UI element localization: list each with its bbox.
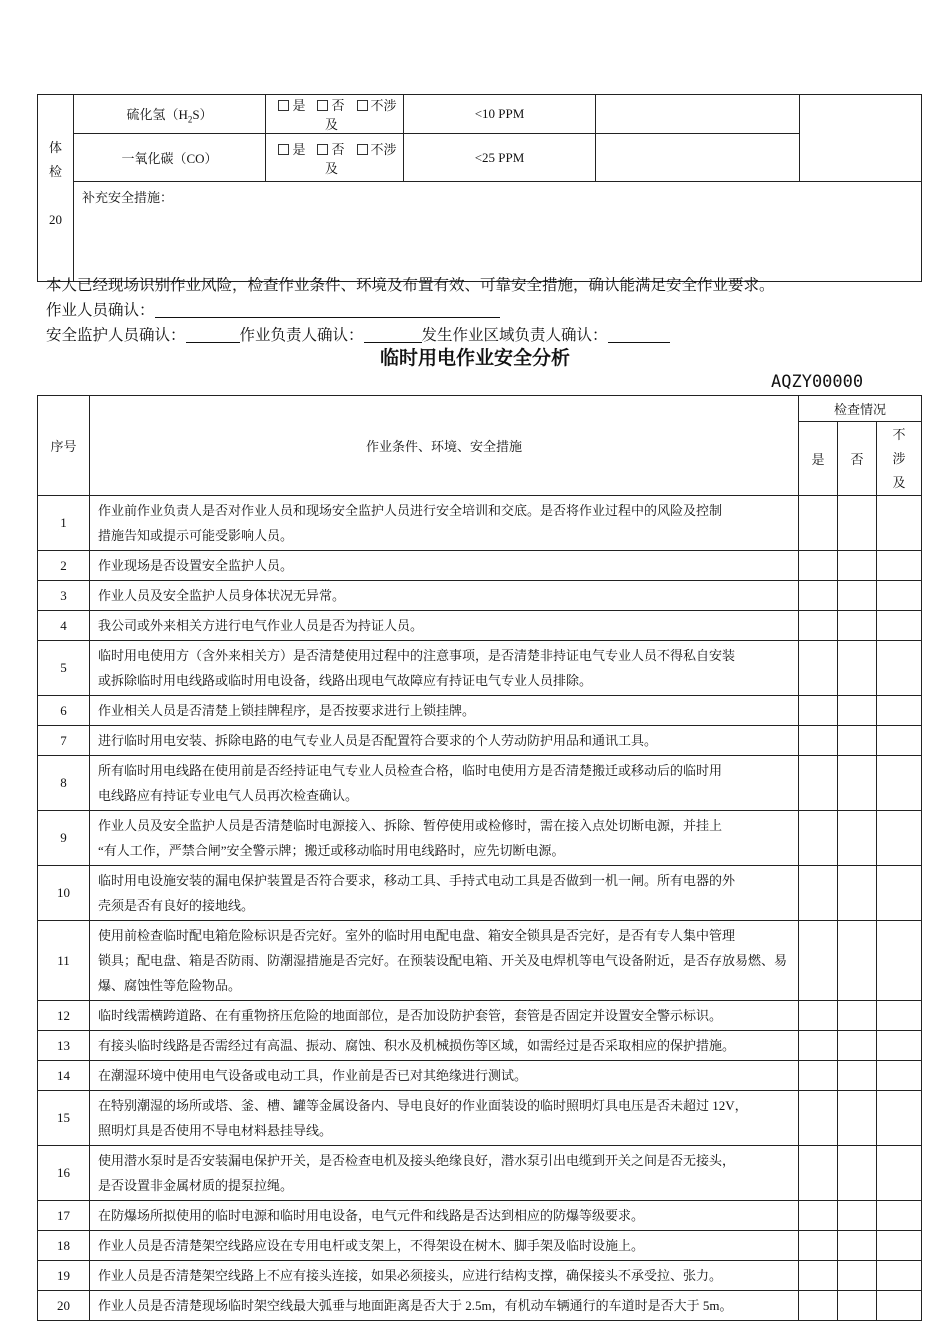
item-text xyxy=(90,641,799,696)
check-yes-cell[interactable] xyxy=(799,1291,838,1321)
item-number: 13 xyxy=(38,1031,90,1061)
gas-standard-co: <25 PPM xyxy=(404,134,596,182)
side-number: 20 xyxy=(49,212,62,227)
item-text xyxy=(90,1031,799,1061)
item-text-line: 进行临时用电安装、拆除电路的电气专业人员是否配置符合要求的个人劳动防护用品和通讯工具。 xyxy=(98,733,658,748)
item-text-line: 临时用电使用方（含外来相关方）是否清楚使用过程中的注意事项，是否清楚非持证电气专业人员不得私自安装 xyxy=(98,648,736,663)
table-row xyxy=(38,496,922,551)
check-na-cell[interactable] xyxy=(877,551,922,581)
check-no-cell[interactable] xyxy=(838,1146,877,1201)
checkbox-icon xyxy=(317,100,328,111)
item-text xyxy=(90,726,799,756)
gas-value-cell[interactable] xyxy=(596,134,800,182)
check-no-cell[interactable] xyxy=(838,1291,877,1321)
supplement-measures-cell[interactable] xyxy=(74,182,922,282)
check-na-cell[interactable] xyxy=(877,866,922,921)
check-no-cell[interactable] xyxy=(838,811,877,866)
area-confirm-label: 发生作业区域负责人确认： xyxy=(421,327,608,344)
item-number: 17 xyxy=(38,1201,90,1231)
check-yes-cell[interactable] xyxy=(799,581,838,611)
header-na: 不 涉 及 xyxy=(877,422,922,496)
item-number: 7 xyxy=(38,726,90,756)
item-text-line: 作业人员是否清楚架空线路上不应有接头连接，如果必须接头，应进行结构支撑，确保接头不承受拉、张力。 xyxy=(98,1268,723,1283)
item-number: 2 xyxy=(38,551,90,581)
item-number: 18 xyxy=(38,1231,90,1261)
item-text-line: 锁具；配电盘、箱是否防雨、防潮湿措施是否完好。在预装设配电箱、开关及电焊机等电气设备附近，是否存放易燃、易 xyxy=(98,953,788,968)
item-number: 20 xyxy=(38,1291,90,1321)
check-na-cell[interactable] xyxy=(877,1001,922,1031)
item-number: 8 xyxy=(38,756,90,811)
check-no-cell[interactable] xyxy=(838,1201,877,1231)
item-text xyxy=(90,1061,799,1091)
gas-check-table xyxy=(37,94,922,282)
item-text-line: 作业人员及安全监护人员是否清楚临时电源接入、拆除、暂停使用或检修时，需在接入点处切断电源，并挂上 xyxy=(98,818,723,833)
check-no-cell[interactable] xyxy=(838,496,877,551)
item-text xyxy=(90,866,799,921)
table-row xyxy=(38,921,922,1001)
checklist-table xyxy=(37,395,922,1321)
item-text xyxy=(90,1146,799,1201)
worker-confirm-label: 作业人员确认： xyxy=(46,302,155,319)
table-row xyxy=(38,866,922,921)
option-na[interactable]: 不涉及 xyxy=(324,98,397,132)
check-na-cell[interactable] xyxy=(877,1231,922,1261)
supervisor-signature-blank[interactable] xyxy=(186,326,240,343)
check-na-cell[interactable] xyxy=(877,1261,922,1291)
check-no-cell[interactable] xyxy=(838,1231,877,1261)
supervisor-confirm-line xyxy=(46,323,670,345)
item-text-line: 作业人员及安全监护人员身体状况无异常。 xyxy=(98,588,346,603)
item-text-line: 措施告知或提示可能受影响人员。 xyxy=(98,528,294,543)
table-row xyxy=(38,756,922,811)
check-na-cell[interactable] xyxy=(877,581,922,611)
check-na-cell[interactable] xyxy=(877,496,922,551)
check-yes-cell[interactable] xyxy=(799,1091,838,1146)
check-no-cell[interactable] xyxy=(838,611,877,641)
table-row xyxy=(38,811,922,866)
item-text-line: 壳须是否有良好的接地线。 xyxy=(98,898,255,913)
checkbox-icon xyxy=(317,144,328,155)
item-text-line: 爆、腐蚀性等危险物品。 xyxy=(98,978,242,993)
item-text-line: 临时线需横跨道路、在有重物挤压危险的地面部位，是否加设防护套管，套管是否固定并设置安全警示标识。 xyxy=(98,1008,723,1023)
table-row xyxy=(38,641,922,696)
gas-options-co xyxy=(266,134,404,182)
header-no: 否 xyxy=(838,422,877,496)
gas-value-cell[interactable] xyxy=(596,95,800,134)
check-no-cell[interactable] xyxy=(838,641,877,696)
check-no-cell[interactable] xyxy=(838,921,877,1001)
check-no-cell[interactable] xyxy=(838,551,877,581)
header-seq: 序号 xyxy=(38,396,90,496)
check-yes-cell[interactable] xyxy=(799,811,838,866)
check-no-cell[interactable] xyxy=(838,1261,877,1291)
item-number: 5 xyxy=(38,641,90,696)
gas-standard-h2s: <10 PPM xyxy=(404,95,596,134)
item-number: 15 xyxy=(38,1091,90,1146)
table-row xyxy=(38,1001,922,1031)
option-yes[interactable]: 是 xyxy=(278,142,305,157)
item-text xyxy=(90,811,799,866)
check-yes-cell[interactable] xyxy=(799,1031,838,1061)
check-na-cell[interactable] xyxy=(877,641,922,696)
supervisor-confirm-label: 安全监护人员确认： xyxy=(46,327,186,344)
option-na[interactable]: 不涉及 xyxy=(324,141,397,176)
item-text-line: 我公司或外来相关方进行电气作业人员是否为持证人员。 xyxy=(98,618,424,633)
table-row xyxy=(38,1146,922,1201)
check-no-cell[interactable] xyxy=(838,1031,877,1061)
check-na-cell[interactable] xyxy=(877,696,922,726)
check-yes-cell[interactable] xyxy=(799,1231,838,1261)
check-yes-cell[interactable] xyxy=(799,726,838,756)
item-text-line: 所有临时用电线路在使用前是否经持证电气专业人员检查合格，临时电使用方是否清楚搬迁或移动后的临时用 xyxy=(98,763,723,778)
item-number: 10 xyxy=(38,866,90,921)
check-yes-cell[interactable] xyxy=(799,1201,838,1231)
item-text-line: 是否设置非金属材质的提泵拉绳。 xyxy=(98,1178,294,1193)
item-text xyxy=(90,611,799,641)
check-na-cell[interactable] xyxy=(877,611,922,641)
table-row xyxy=(38,1201,922,1231)
check-yes-cell[interactable] xyxy=(799,551,838,581)
table-row xyxy=(38,1031,922,1061)
item-text xyxy=(90,496,799,551)
item-text-line: 电线路应有持证专业电气人员再次检查确认。 xyxy=(98,788,359,803)
item-text xyxy=(90,1231,799,1261)
check-na-cell[interactable] xyxy=(877,1031,922,1061)
item-text-line: 作业人员是否清楚架空线路应设在专用电杆或支架上，不得架设在树木、脚手架及临时设施上。 xyxy=(98,1238,645,1253)
check-yes-cell[interactable] xyxy=(799,866,838,921)
item-text-line: “有人工作，严禁合闸”安全警示牌；搬迁或移动临时用电线路时，应先切断电源。 xyxy=(98,843,565,858)
table-row xyxy=(38,726,922,756)
table-row xyxy=(38,696,922,726)
check-yes-cell[interactable] xyxy=(799,1001,838,1031)
checklist-body xyxy=(38,496,922,1321)
table-row xyxy=(38,1231,922,1261)
item-text-line: 作业前作业负责人是否对作业人员和现场安全监护人员进行安全培训和交底。是否将作业过程中的风险及控制 xyxy=(98,503,723,518)
item-number: 12 xyxy=(38,1001,90,1031)
item-text-line: 在潮湿环境中使用电气设备或电动工具，作业前是否已对其绝缘进行测试。 xyxy=(98,1068,528,1083)
checkbox-icon xyxy=(278,144,289,155)
table-row xyxy=(38,611,922,641)
checkbox-icon xyxy=(357,100,368,111)
check-yes-cell[interactable] xyxy=(799,611,838,641)
side-label-char: 体 xyxy=(48,140,62,155)
check-na-cell[interactable] xyxy=(877,756,922,811)
item-number: 16 xyxy=(38,1146,90,1201)
check-na-cell[interactable] xyxy=(877,1091,922,1146)
item-text-line: 作业现场是否设置安全监护人员。 xyxy=(98,558,294,573)
header-content: 作业条件、环境、安全措施 xyxy=(90,396,799,496)
item-text-line: 作业人员是否清楚现场临时架空线最大弧垂与地面距离是否大于 2.5m，有机动车辆通行的车道时是否大于 5m。 xyxy=(98,1298,733,1313)
check-yes-cell[interactable] xyxy=(799,1146,838,1201)
table-row xyxy=(38,1291,922,1321)
option-no[interactable]: 否 xyxy=(317,98,344,113)
item-text-line: 有接头临时线路是否需经过有高温、振动、腐蚀、积水及机械损伤等区域，如需经过是否采取相应的保护措施。 xyxy=(98,1038,736,1053)
gas-name-co: 一氧化碳（CO） xyxy=(74,134,266,182)
item-text-line: 作业相关人员是否清楚上锁挂牌程序，是否按要求进行上锁挂牌。 xyxy=(98,703,476,718)
check-no-cell[interactable] xyxy=(838,1091,877,1146)
leader-signature-blank[interactable] xyxy=(364,326,422,343)
table-row xyxy=(38,551,922,581)
page-title: 临时用电作业安全分析 xyxy=(379,347,570,369)
gas-options-h2s xyxy=(266,95,404,134)
check-no-cell[interactable] xyxy=(838,726,877,756)
area-signature-blank[interactable] xyxy=(608,326,670,343)
item-text-line: 在特别潮湿的场所或塔、釜、槽、罐等金属设备内、导电良好的作业面装设的临时照明灯具电压是否未超过 12V， xyxy=(98,1098,748,1113)
check-no-cell[interactable] xyxy=(838,1001,877,1031)
statement-text: 本人已经现场识别作业风险，检查作业条件、环境及布置有效、可靠安全措施，确认能满足安全作业要求。 xyxy=(46,277,775,294)
item-number: 6 xyxy=(38,696,90,726)
item-number: 4 xyxy=(38,611,90,641)
check-yes-cell[interactable] xyxy=(799,1261,838,1291)
item-text xyxy=(90,921,799,1001)
check-na-cell[interactable] xyxy=(877,1061,922,1091)
check-yes-cell[interactable] xyxy=(799,496,838,551)
item-text-line: 在防爆场所拟使用的临时电源和临时用电设备，电气元件和线路是否达到相应的防爆等级要求。 xyxy=(98,1208,645,1223)
item-text xyxy=(90,756,799,811)
item-text-line: 使用潜水泵时是否安装漏电保护开关，是否检查电机及接头绝缘良好，潜水泵引出电缆到开关之间是否无接头， xyxy=(98,1153,736,1168)
checkbox-icon xyxy=(357,144,368,155)
gas-name-h2s: 硫化氢$(H_2S)$ xyxy=(74,95,266,134)
item-number: 1 xyxy=(38,496,90,551)
check-no-cell[interactable] xyxy=(838,696,877,726)
header-check-group: 检查情况 xyxy=(799,396,922,422)
item-number: 3 xyxy=(38,581,90,611)
checkbox-icon xyxy=(278,100,289,111)
item-text xyxy=(90,1091,799,1146)
item-number: 11 xyxy=(38,921,90,1001)
check-na-cell[interactable] xyxy=(877,726,922,756)
check-yes-cell[interactable] xyxy=(799,696,838,726)
option-yes[interactable]: 是 xyxy=(278,98,305,113)
item-number: 19 xyxy=(38,1261,90,1291)
item-text xyxy=(90,1201,799,1231)
item-text-line: 或拆除临时用电线路或临时用电设备，线路出现电气故障应有持证电气专业人员排除。 xyxy=(98,673,593,688)
side-label-cell xyxy=(38,95,74,282)
item-text-line: 临时用电设施安装的漏电保护装置是否符合要求，移动工具、手持式电动工具是否做到一机一闸。所有电器的外 xyxy=(98,873,736,888)
option-no[interactable]: 否 xyxy=(317,142,344,157)
check-no-cell[interactable] xyxy=(838,756,877,811)
check-na-cell[interactable] xyxy=(877,921,922,1001)
check-no-cell[interactable] xyxy=(838,866,877,921)
worker-signature-blank[interactable] xyxy=(155,301,500,318)
item-text xyxy=(90,551,799,581)
document-code: AQZY00000 xyxy=(771,372,864,392)
check-na-cell[interactable] xyxy=(877,1201,922,1231)
table-row xyxy=(38,1261,922,1291)
item-text xyxy=(90,1261,799,1291)
item-text-line: 照明灯具是否使用不导电材料悬挂导线。 xyxy=(98,1123,333,1138)
item-text-line: 使用前检查临时配电箱危险标识是否完好。室外的临时用电配电盘、箱安全锁具是否完好，是否有专人集中管理 xyxy=(98,928,736,943)
table-row xyxy=(38,1091,922,1146)
worker-confirm-line xyxy=(46,298,500,320)
side-label-char: 检 xyxy=(48,164,62,179)
check-na-cell[interactable] xyxy=(877,811,922,866)
table-row xyxy=(38,581,922,611)
item-number: 9 xyxy=(38,811,90,866)
check-yes-cell[interactable] xyxy=(799,641,838,696)
item-text xyxy=(90,1001,799,1031)
item-text xyxy=(90,1291,799,1321)
check-no-cell[interactable] xyxy=(838,581,877,611)
check-na-cell[interactable] xyxy=(877,1291,922,1321)
supplement-label: 补充安全措施： xyxy=(82,190,174,205)
check-no-cell[interactable] xyxy=(838,1061,877,1091)
item-number: 14 xyxy=(38,1061,90,1091)
check-na-cell[interactable] xyxy=(877,1146,922,1201)
leader-confirm-label: 作业负责人确认： xyxy=(239,327,364,344)
check-yes-cell[interactable] xyxy=(799,756,838,811)
header-yes: 是 xyxy=(799,422,838,496)
table-row xyxy=(38,1061,922,1091)
check-yes-cell[interactable] xyxy=(799,1061,838,1091)
item-text xyxy=(90,581,799,611)
item-text xyxy=(90,696,799,726)
gas-signature-cell[interactable] xyxy=(800,95,922,182)
check-yes-cell[interactable] xyxy=(799,921,838,1001)
